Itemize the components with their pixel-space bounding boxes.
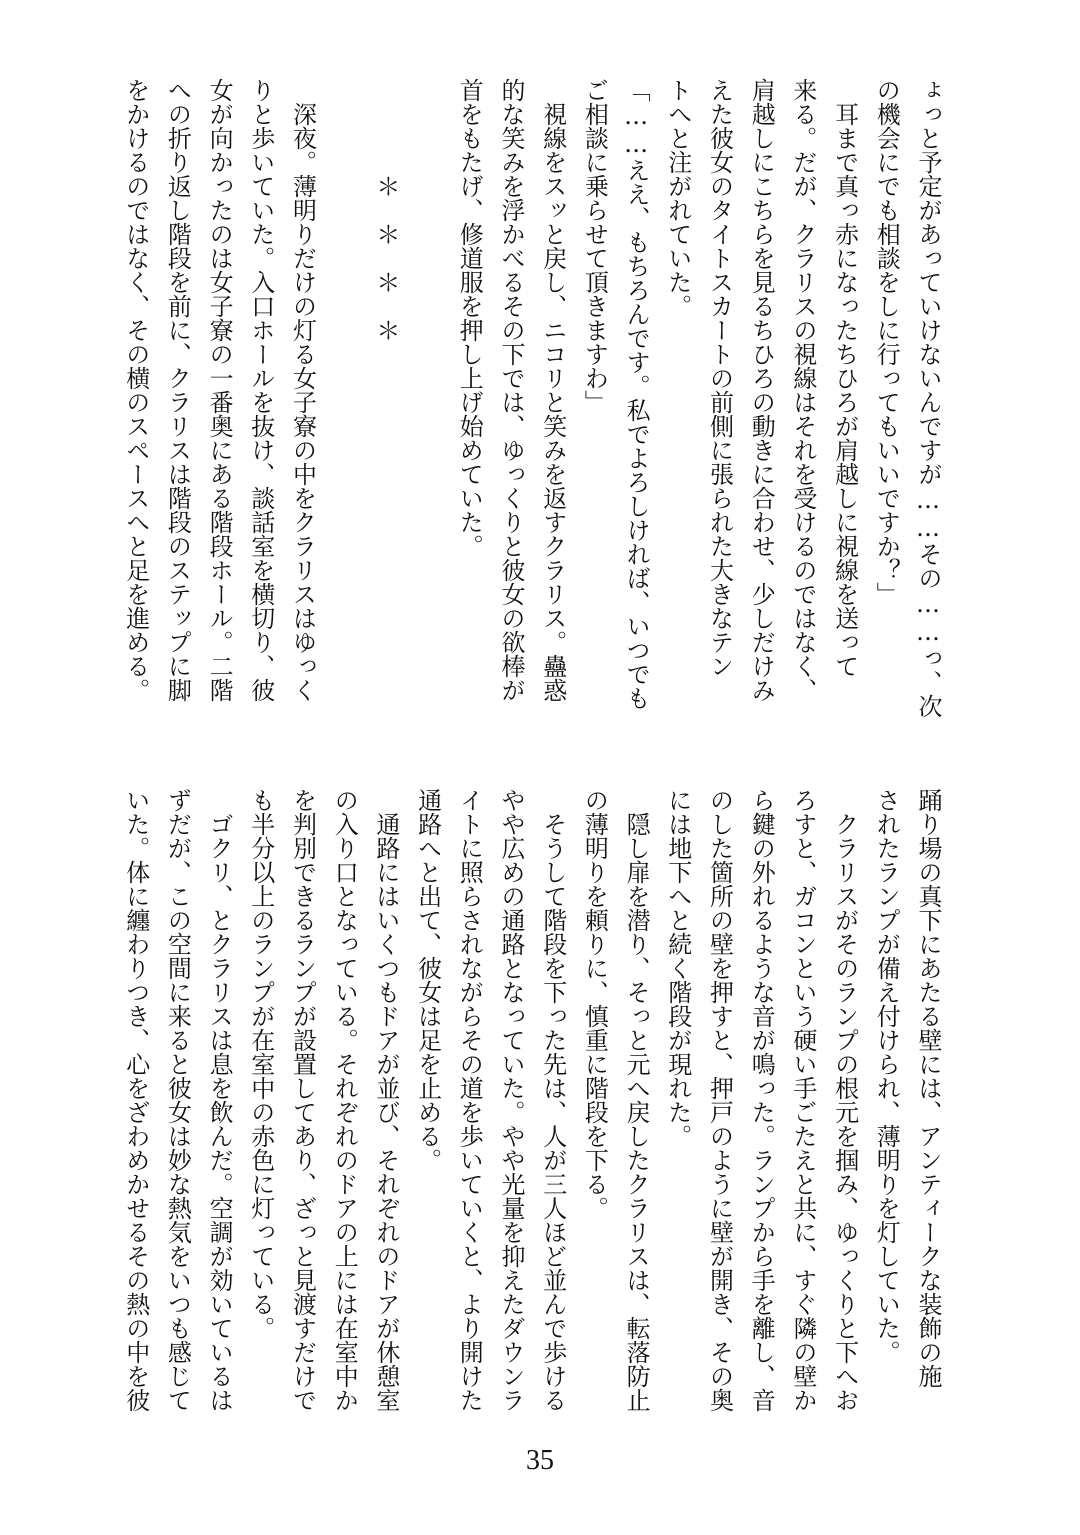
text-line: の入り口となっている。それぞれのドアの上には在室中か	[330, 788, 359, 1412]
bottom-text-block	[0, 788, 1080, 1428]
text-line: ら鍵の外れるような音が鳴った。ランプから手を離し、音	[747, 788, 776, 1412]
text-line: イトに照らされながらその道を歩いていくと、より開けた	[455, 788, 484, 1412]
text-line: 深夜。薄明りだけの灯る女子寮の中をクラリスはゆっく	[288, 78, 317, 702]
text-line: 女が向かったのは女子寮の一番奥にある階段ホール。二階	[205, 78, 234, 702]
text-line: 的な笑みを浮かべるその下では、ゆっくりと彼女の欲棒が	[497, 78, 525, 702]
text-line: ょっと予定があっていけないんですが……その……っ、次	[914, 78, 942, 718]
text-line: ろすと、ガコンという硬い手ごたえと共に、すぐ隣の壁か	[788, 788, 817, 1412]
text-line: 通路へと出て、彼女は足を止める。	[413, 788, 442, 1172]
text-line: 耳まで真っ赤になったちひろが肩越しに視線を送って	[830, 78, 859, 678]
text-line: 通路にはいくつもドアが並び、それぞれのドアが休憩室	[371, 788, 400, 1412]
text-line: ご相談に乗らせて頂きますわ」	[580, 78, 609, 414]
text-line: ゴクリ、とクラリスは息を飲んだ。空調が効いているは	[205, 788, 234, 1412]
text-line: そうして階段を下った先は、人が三人ほど並んで歩ける	[538, 788, 567, 1412]
text-line: のした箇所の壁を押すと、押戸のように壁が開き、その奥	[705, 788, 734, 1412]
top-text-block	[0, 78, 1080, 728]
text-line: やや広めの通路となっていた。やや光量を抑えたダウンラ	[497, 788, 525, 1412]
text-line: 「……ええ、もちろんです。私でよろしければ、いつでも	[622, 78, 651, 710]
text-line: クラリスがそのランプの根元を掴み、ゆっくりと下へお	[830, 788, 859, 1412]
text-line: 肩越しにこちらを見るちひろの動きに合わせ、少しだけみ	[747, 78, 776, 702]
text-line: ＊ ＊ ＊ ＊	[371, 78, 400, 342]
text-line: 首をもたげ、修道服を押し上げ始めていた。	[455, 78, 484, 558]
text-line: も半分以上のランプが在室中の赤色に灯っている。	[246, 788, 275, 1340]
text-line: されたランプが備え付けられ、薄明りを灯していた。	[872, 788, 901, 1364]
text-line: りと歩いていた。入口ホールを抜け、談話室を横切り、彼	[246, 78, 275, 702]
text-line: を判別できるランプが設置してあり、ざっと見渡すだけで	[288, 788, 317, 1412]
text-line: 踊り場の真下にあたる壁には、アンティークな装飾の施	[914, 788, 942, 1388]
text-line: トへと注がれていた。	[663, 78, 692, 318]
text-line: いた。体に纏わりつき、心をざわめかせるその熱の中を彼	[121, 788, 150, 1412]
text-line: の機会にでも相談をしに行ってもいいですか？」	[872, 78, 901, 606]
page-number: 35	[526, 1445, 554, 1476]
text-line: 隠し扉を潜り、そっと元へ戻したクラリスは、転落防止	[622, 788, 651, 1412]
text-line: えた彼女のタイトスカートの前側に張られた大きなテン	[705, 78, 734, 678]
text-line: には地下へと続く階段が現れた。	[663, 788, 692, 1148]
text-line: 来る。だが、クラリスの視線はそれを受けるのではなく、	[788, 78, 817, 702]
text-line: 視線をスッと戻し、ニコリと笑みを返すクラリス。蠱惑	[538, 78, 567, 702]
text-line: をかけるのではなく、その横のスペースへと足を進める。	[121, 78, 150, 702]
text-line: の薄明りを頼りに、慎重に階段を下る。	[580, 788, 609, 1220]
text-line: ずだが、この空間に来ると彼女は妙な熱気をいつも感じて	[163, 788, 192, 1412]
text-line: への折り返し階段を前に、クラリスは階段のステップに脚	[163, 78, 192, 702]
